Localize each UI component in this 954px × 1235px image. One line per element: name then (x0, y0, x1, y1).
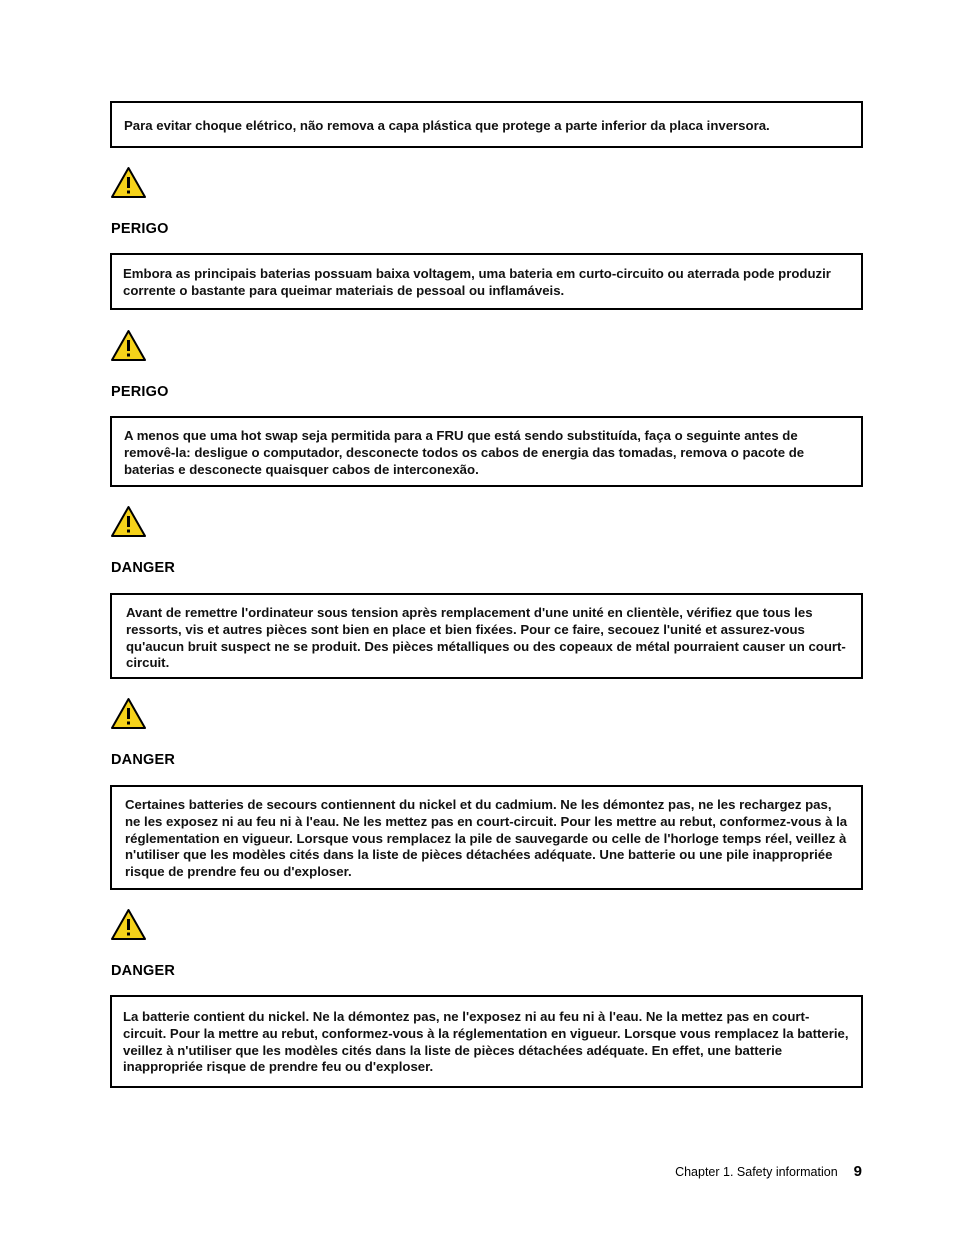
warning-triangle-icon (110, 505, 147, 538)
warning-triangle-icon (110, 697, 147, 730)
warning-text: Embora as principais baterias possuam baixa voltagem, uma bateria em curto-circuito ou aterrada pode produzir corrente o bastante para queimar materiais de pessoal ou inflamáveis. (123, 266, 831, 298)
warning-box (110, 253, 863, 310)
warning-text: Avant de remettre l'ordinateur sous tension après remplacement d'une unité en clientèle, vérifiez que tous les ressorts, vis et autres pièces sont bien en place et bien fixées. Pour ce faire, secouez l'unité et assurez-vous qu'aucun bruit suspect ne se produit. Des pièces métalliques ou des copeaux de métal pourraient causer un court-circuit. (126, 605, 846, 671)
warning-triangle-icon (110, 908, 147, 941)
warning-triangle-icon (110, 166, 147, 199)
warning-box (110, 995, 863, 1088)
notice-text: Para evitar choque elétrico, não remova a capa plástica que protege a parte inferior da placa inversora. (124, 118, 770, 133)
warning-box (110, 785, 863, 890)
section-heading: PERIGO (111, 384, 169, 400)
notice-box-top (110, 101, 863, 148)
section-heading: DANGER (111, 560, 176, 576)
page-number: 9 (853, 1163, 862, 1180)
section-heading: DANGER (111, 963, 176, 979)
page-footer (675, 1163, 862, 1180)
warning-text: La batterie contient du nickel. Ne la démontez pas, ne l'exposez ni au feu ni à l'eau. Ne la mettez pas en court-circuit. Pour la mettre au rebut, conformez-vous à la réglementation en vigueur. Lorsque vous remplacez la batterie, veillez à n'utiliser que les modèles cités dans la liste de pièces détachées adéquate. En effet, une batterie inappropriée risque de prendre feu ou d'exploser. (123, 1009, 849, 1075)
warning-text: Certaines batteries de secours contiennent du nickel et du cadmium. Ne les démontez pas, ne les rechargez pas, ne les exposez ni au feu ni à l'eau. Ne les mettez pas en court-circuit. Pour les mettre au rebut, conformez-vous à la réglementation en vigueur. Lorsque vous remplacez la pile de sauvegarde ou celle de l'horloge temps réel, veillez à n'utiliser que les modèles cités dans la liste de pièces détachées adéquate. Une batterie ou une pile inappropriée risque de prendre feu ou d'exploser. (125, 797, 848, 880)
warning-box (110, 416, 863, 487)
warning-triangle-icon (110, 329, 147, 362)
warning-box (110, 593, 863, 679)
warning-text: A menos que uma hot swap seja permitida para a FRU que está sendo substituída, faça o seguinte antes de removê-la: desligue o computador, desconecte todos os cabos de energia das tomadas, remova o pacote de baterias e desconecte quaisquer cabos de interconexão. (124, 428, 805, 477)
footer-chapter-title: Chapter 1. Safety information (675, 1165, 838, 1179)
section-heading: PERIGO (111, 221, 169, 237)
section-heading: DANGER (111, 752, 176, 768)
